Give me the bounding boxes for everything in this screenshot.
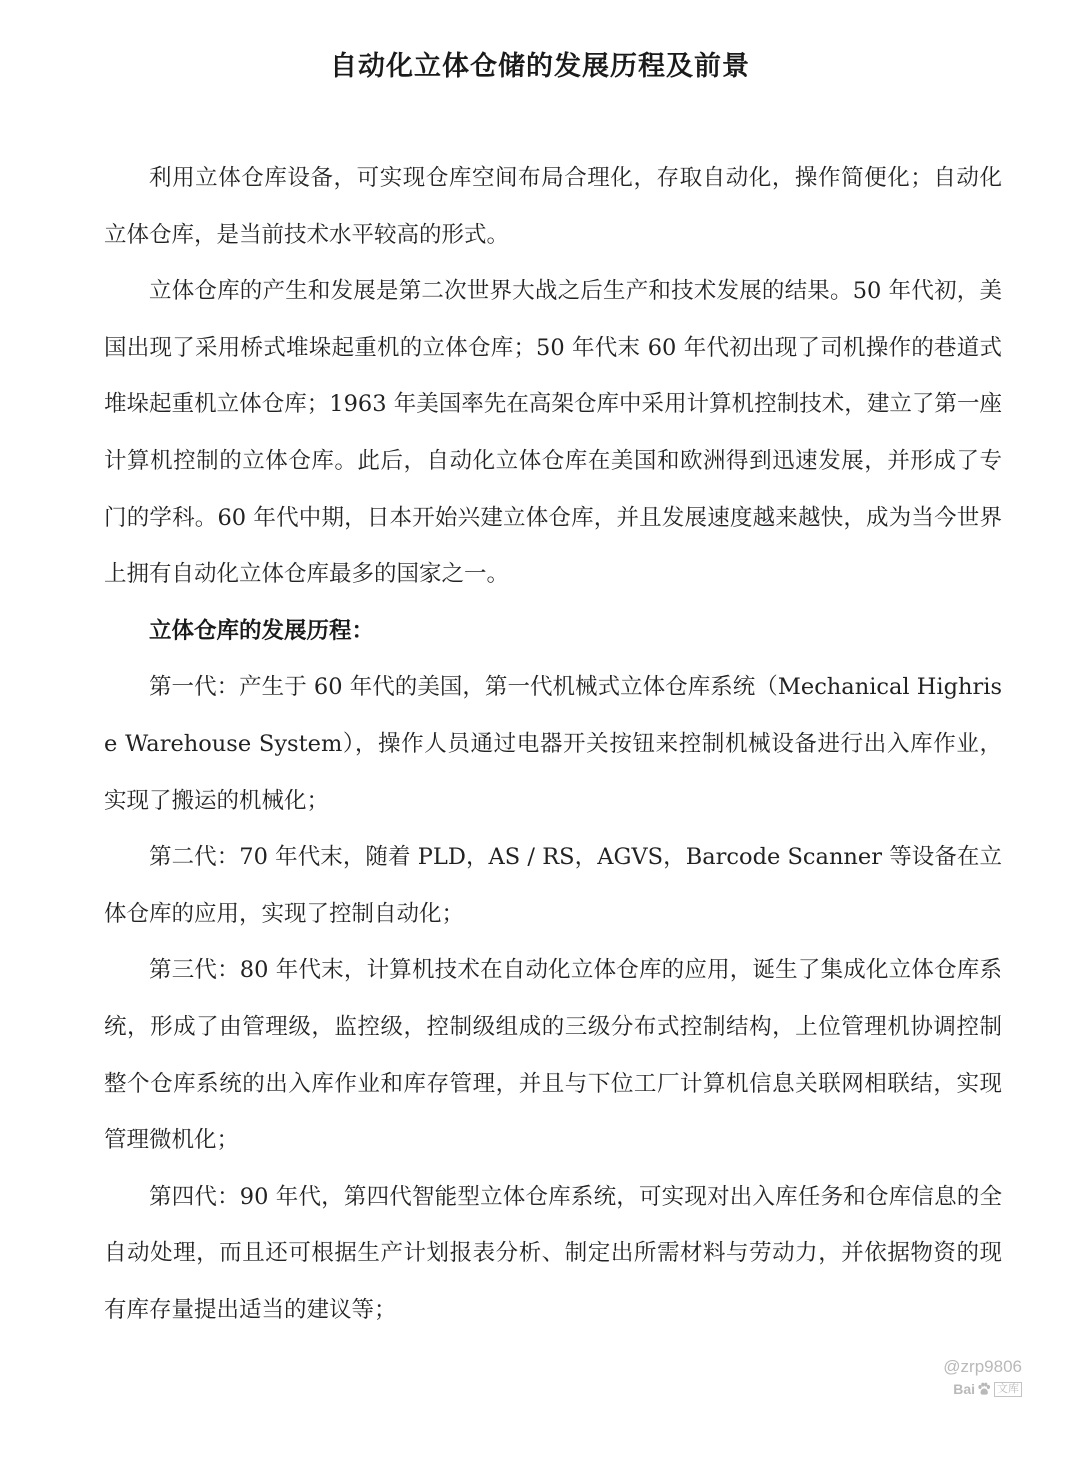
paragraph-intro: 利用立体仓库设备，可实现仓库空间布局合理化，存取自动化，操作简便化；自动化立体仓库，是当前技术水平较高的形式。 bbox=[104, 165, 1002, 248]
baidu-wenku-logo bbox=[953, 1380, 1022, 1398]
watermark bbox=[882, 1356, 1022, 1399]
watermark-handle: @zrp9806 bbox=[943, 1357, 1022, 1376]
paragraph-generation-4: 第四代：90 年代，第四代智能型立体仓库系统，可实现对出入库任务和仓库信息的全自动处理，而且还可根据生产计划报表分析、制定出所需材料与劳动力，并依据物资的现有库存量提出适当的建议等； bbox=[104, 1183, 1002, 1323]
paragraph-generation-3: 第三代：80 年代末，计算机技术在自动化立体仓库的应用，诞生了集成化立体仓库系统，形成了由管理级，监控级，控制级组成的三级分布式控制结构，上位管理机协调控制整个仓库系统的出入库作业和库存管理，并且与下位工厂计算机信息关联网相联结，实现管理微机化； bbox=[104, 957, 1002, 1154]
logo-suffix: 文库 bbox=[994, 1382, 1022, 1397]
logo-text: Bai bbox=[953, 1381, 975, 1397]
paragraph-generation-2: 第二代：70 年代末，随着 PLD，AS / RS，AGVS，Barcode Scanner 等设备在立体仓库的应用，实现了控制自动化； bbox=[104, 844, 1002, 927]
section-heading-development: 立体仓库的发展历程： bbox=[149, 617, 375, 644]
document-title: 自动化立体仓储的发展历程及前景 bbox=[330, 51, 750, 82]
document-body bbox=[104, 150, 1002, 1338]
baidu-paw-icon bbox=[977, 1382, 991, 1396]
paragraph-history: 立体仓库的产生和发展是第二次世界大战之后生产和技术发展的结果。50 年代初，美国出现了采用桥式堆垛起重机的立体仓库；50 年代末 60 年代初出现了司机操作的巷道式堆垛起重机立体仓库；1963 年美国率先在高架仓库中采用计算机控制技术，建立了第一座计算机控制的立体仓库。此后，自动化立体仓库在美国和欧洲得到迅速发展，并形成了专门的学科。60 年代中期，日本开始兴建立体仓库，并且发展速度越来越快，成为当今世界上拥有自动化立体仓库最多的国家之一。 bbox=[104, 278, 1002, 588]
paragraph-generation-1: 第一代：产生于 60 年代的美国，第一代机械式立体仓库系统（Mechanical Highrise Warehouse System），操作人员通过电器开关按钮来控制机械设备进行出入库作业，实现了搬运的机械化； bbox=[104, 674, 1002, 814]
